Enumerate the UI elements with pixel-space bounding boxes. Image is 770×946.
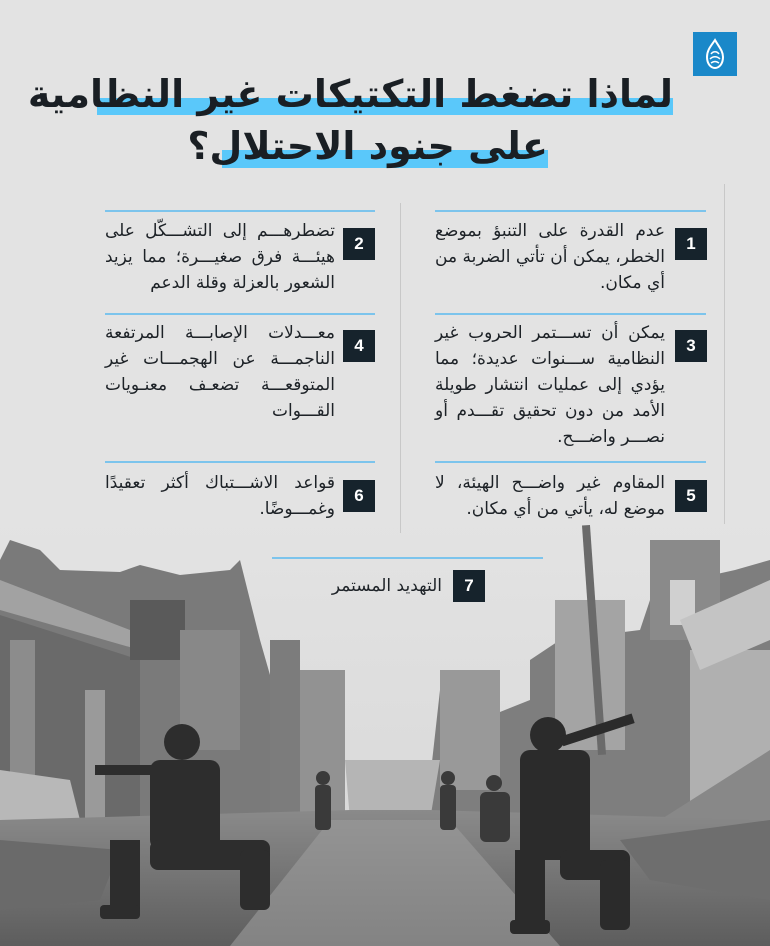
item-rule	[105, 461, 375, 463]
item-rule	[272, 557, 543, 559]
right-edge-divider	[724, 184, 725, 524]
item-number-badge: 6	[343, 480, 375, 512]
item-text: معـــدلات الإصابـــة المرتفعة الناجمـــة عن الهجمـــات غير المتوقعـــة تضعـف معنـويات القـــوات	[105, 323, 335, 421]
item-rule	[435, 461, 706, 463]
item-rule	[105, 313, 375, 315]
item-number-badge: 7	[453, 570, 485, 602]
item-text: عدم القدرة على التنبؤ بموضع الخطر، يمكن أن تأتي الضربة من أي مكان.	[435, 221, 665, 293]
item-text: المقاوم غير واضـــح الهيئة، لا موضع له، يأتي من أي مكان.	[435, 473, 665, 519]
page-title-line-1: لماذا تضغط التكتيكات غير النظامية	[27, 72, 673, 116]
item-text: تضطرهـــم إلى التشـــكّل على هيئـــة فرق صغيـــرة؛ مما يزيد الشعور بالعزلة وقلة الدعم	[105, 221, 335, 293]
item-rule	[435, 210, 706, 212]
aljazeera-logo-icon	[693, 32, 737, 76]
item-rule	[105, 210, 375, 212]
item-rule	[435, 313, 706, 315]
page-title-line-2: على جنود الاحتلال؟	[187, 124, 548, 168]
item-number-badge: 3	[675, 330, 707, 362]
item-text: التهديد المستمر	[331, 576, 442, 596]
item-number-badge: 2	[343, 228, 375, 260]
item-text: يمكن أن تســـتمر الحروب غير النظامية ســـنوات عديدة؛ مما يؤدي إلى عمليات انتشار طويلة الأمد من دون تحقيق تقـــدم أو نصـــر واضـــح.	[435, 323, 665, 447]
item-text: قواعد الاشـــتباك أكثر تعقيدًا وغمـــوضًا.	[105, 473, 335, 519]
item-number-badge: 4	[343, 330, 375, 362]
item-number-badge: 5	[675, 480, 707, 512]
item-number-badge: 1	[675, 228, 707, 260]
column-divider	[400, 203, 401, 533]
